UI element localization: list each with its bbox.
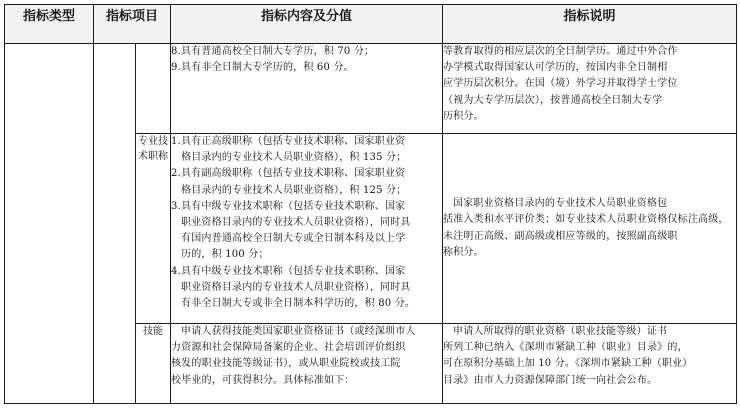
header-content: 指标内容及分值 bbox=[171, 5, 443, 44]
note-line: （视为大专学历层次），按普通高校全日制大专学 bbox=[443, 94, 663, 106]
note-line: 所列工种已纳入《深圳市紧缺工种（职业）目录》的， bbox=[443, 342, 688, 354]
content-line: 8.具有普通高校全日制大专学历，积 70 分； bbox=[171, 46, 375, 57]
content-line: 职业资格目录内的专业技术人员职业资格），同时具 bbox=[181, 281, 411, 293]
note-line: 申请人所取得的职业资格（职业技能等级）证书 bbox=[453, 326, 668, 337]
content-line: 9.具有非全日制大专学历的，积 60 分。 bbox=[171, 62, 354, 74]
header-type: 指标类型 bbox=[5, 5, 94, 44]
item-left-cell bbox=[94, 44, 136, 404]
note-line: 称积分。 bbox=[443, 246, 484, 258]
content-line: 格目录内的专业技术人员职业资格），积 125 分； bbox=[181, 184, 407, 196]
note-line: 目录》由市人力资源保障部门统一向社会公布。 bbox=[443, 374, 658, 386]
note-cell-professional bbox=[443, 134, 737, 324]
content-line: 校毕业的，可获得积分。具体标准如下： bbox=[171, 374, 355, 386]
type-cell bbox=[5, 44, 94, 404]
content-line: 3.具有中级专业技术职称（包括专业技术职称、国家 bbox=[171, 200, 406, 212]
header-row bbox=[5, 5, 737, 44]
note-line: 未注明正高级、副高级或相应等级的，按照副高级职 bbox=[443, 230, 678, 242]
content-line: 历的，积 100 分； bbox=[181, 249, 269, 261]
note-cell-education bbox=[443, 44, 737, 134]
indicator-table bbox=[4, 4, 737, 404]
note-line: 办学模式取得国家认可学历的，按国内非全日制相 bbox=[443, 62, 668, 74]
content-line: 格目录内的专业技术人员职业资格），积 135 分； bbox=[181, 152, 407, 164]
content-cell-professional bbox=[171, 134, 443, 324]
content-line: 1.具有正高级职称（包括专业技术职称、国家职业资 bbox=[171, 136, 406, 147]
content-line: 有非全日制大专或非全日制本科学历的，积 80 分。 bbox=[181, 298, 416, 310]
item-label-professional bbox=[136, 134, 171, 324]
note-line: 等教育取得的相应层次的全日制学历。通过中外合作 bbox=[443, 46, 678, 57]
content-line: 有国内普通高校全日制大专或全日制本科及以上学 bbox=[181, 233, 406, 245]
content-line: 4.具有中级专业技术职称（包括专业技术职称、国家 bbox=[171, 265, 406, 277]
header-note: 指标说明 bbox=[443, 5, 737, 44]
content-cell-education bbox=[171, 44, 443, 134]
item-label-skill bbox=[136, 324, 171, 404]
note-line: 历积分。 bbox=[443, 110, 484, 122]
content-line: 职业资格目录内的专业技术人员职业资格），同时具 bbox=[181, 217, 411, 229]
content-line: 核发的职业技能等级证书），或从职业院校或技工院 bbox=[171, 358, 401, 370]
note-line: 国家职业资格目录内的专业技术人员职业资格包 bbox=[453, 198, 668, 210]
content-line: 申请人获得技能类国家职业资格证书（或经深圳市人 bbox=[181, 326, 416, 337]
item-label-text: 技能 bbox=[143, 326, 163, 337]
content-line: 力资源和社会保障局备案的企业、社会培训评价组织 bbox=[171, 342, 406, 354]
content-cell-skill bbox=[171, 324, 443, 404]
note-line: 括准入类和水平评价类；如专业技术人员职业资格仅标注高级， bbox=[443, 214, 729, 226]
header-item: 指标项目 bbox=[94, 5, 171, 44]
item-sub-cell-education bbox=[136, 44, 171, 134]
note-cell-skill bbox=[443, 324, 737, 404]
content-line: 2.具有副高级职称（包括专业技术职称、国家职业资 bbox=[171, 168, 406, 180]
note-line: 可在原积分基础上加 10 分。《深圳市紧缺工种（职业） bbox=[443, 358, 693, 370]
item-label-text: 专业技术职称 bbox=[138, 136, 168, 162]
table-row-education bbox=[5, 44, 737, 134]
note-line: 应学历层次积分。在国（境）外学习并取得学士学位 bbox=[443, 78, 678, 90]
